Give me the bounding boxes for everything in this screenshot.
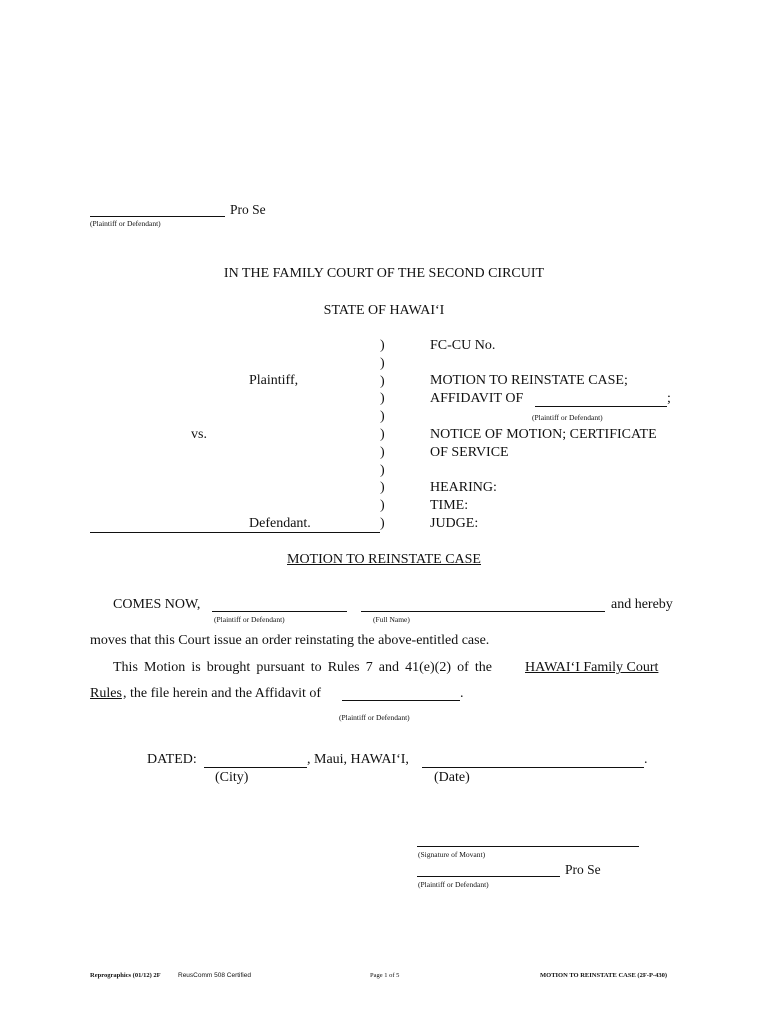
full-name-caption: (Full Name) [373, 615, 410, 624]
footer-reprographics: Reprographics (01/12) 2F [90, 972, 161, 979]
vs-label: vs. [191, 427, 207, 442]
case-number-label: FC-CU No. [430, 338, 496, 353]
comes-now-text: COMES NOW, [113, 597, 201, 612]
caption-parens: ) ) ) ) ) ) ) ) ) ) ) [380, 338, 385, 531]
affidavit-party-caption: (Plaintiff or Defendant) [339, 713, 410, 722]
date-caption: (Date) [434, 770, 470, 785]
defendant-line[interactable] [90, 532, 380, 533]
city-caption: (City) [215, 770, 249, 785]
full-name-line[interactable] [361, 611, 605, 612]
signer-pro-se: Pro Se [565, 862, 601, 877]
footer-form-title: MOTION TO REINSTATE CASE (2F-P-430) [540, 972, 668, 979]
signer-party-caption: (Plaintiff or Defendant) [418, 880, 489, 889]
city-line[interactable] [204, 767, 307, 768]
rules-reference-1: HAWAI‘I Family Court [525, 660, 659, 675]
movant-party-line[interactable] [212, 611, 347, 612]
affidavit-party-line[interactable] [342, 700, 460, 701]
semicolon: ; [667, 391, 671, 406]
judge-label: JUDGE: [430, 516, 479, 531]
party-caption: (Plaintiff or Defendant) [90, 219, 161, 228]
affiant-line[interactable] [535, 406, 667, 407]
rules-text: This Motion is brought pursuant to Rules 7 and 41(e)(2) of the [113, 660, 492, 675]
hearing-label: HEARING: [430, 480, 497, 495]
movant-party-caption: (Plaintiff or Defendant) [214, 615, 285, 624]
document-title-1: MOTION TO REINSTATE CASE; [430, 373, 628, 388]
document-title-2: AFFIDAVIT OF [430, 391, 524, 406]
motion-body-line: moves that this Court issue an order reinstating the above-entitled case. [90, 633, 490, 648]
affidavit-period: . [460, 686, 464, 701]
rules-reference-2: Rules [90, 686, 122, 701]
signature-caption: (Signature of Movant) [418, 850, 486, 859]
dated-label: DATED: [147, 752, 197, 767]
plaintiff-label: Plaintiff, [249, 373, 299, 388]
dated-place: , Maui, HAWAI‘I, [307, 752, 409, 767]
and-hereby-text: and hereby [611, 597, 673, 612]
affiant-caption: (Plaintiff or Defendant) [532, 413, 603, 422]
court-name: IN THE FAMILY COURT OF THE SECOND CIRCUIT [223, 266, 545, 281]
footer-certification: ReusComm 508 Certified [178, 972, 251, 979]
document-title-3: NOTICE OF MOTION; CERTIFICATE [430, 427, 657, 442]
affidavit-text: , the file herein and the Affidavit of [123, 686, 322, 701]
state-name: STATE OF HAWAI‘I [323, 303, 445, 318]
footer-page-number: Page 1 of 5 [370, 972, 400, 979]
motion-heading: MOTION TO REINSTATE CASE [287, 552, 481, 567]
party-name-line[interactable] [90, 216, 225, 217]
time-label: TIME: [430, 498, 469, 513]
signature-line[interactable] [417, 846, 639, 847]
date-line[interactable] [422, 767, 644, 768]
document-title-4: OF SERVICE [430, 445, 509, 460]
dated-period: . [644, 752, 648, 767]
signer-party-line[interactable] [417, 876, 560, 877]
pro-se-label: Pro Se [230, 202, 266, 217]
defendant-label: Defendant. [249, 516, 311, 531]
